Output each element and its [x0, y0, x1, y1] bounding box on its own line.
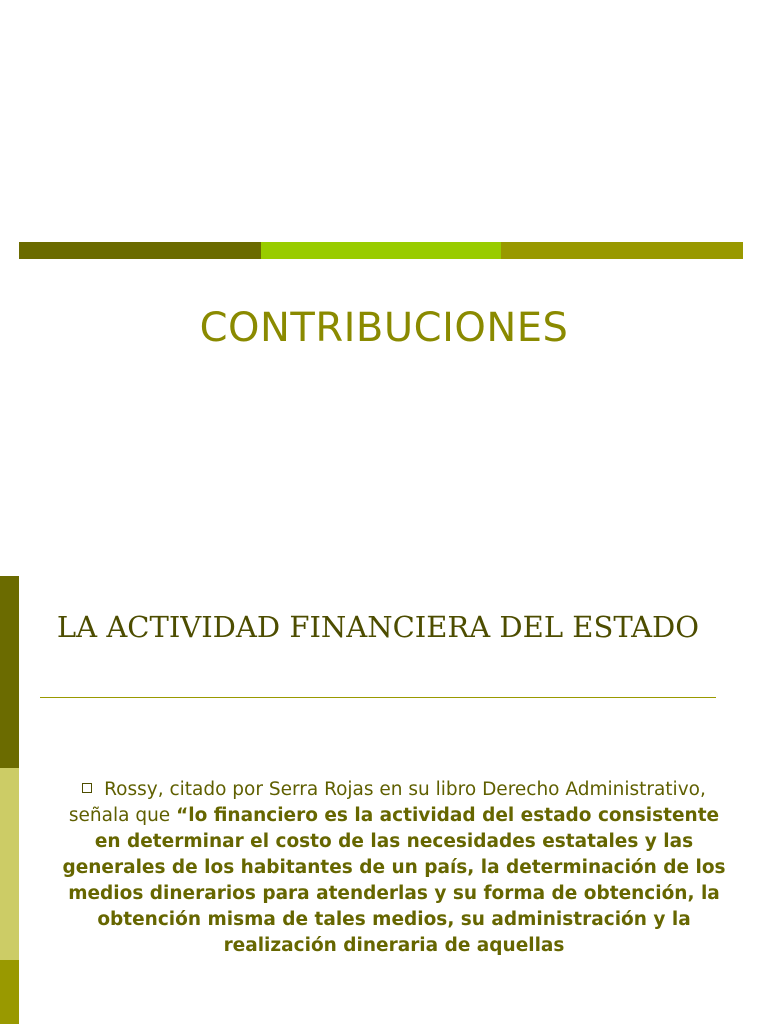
side-band-dark	[0, 576, 19, 768]
side-band-olive	[0, 960, 19, 1024]
slide-title: CONTRIBUCIONES	[199, 305, 569, 351]
header-band-dark	[19, 242, 261, 259]
header-band-olive	[501, 242, 743, 259]
bullet-paragraph	[60, 777, 728, 959]
slide-actividad-financiera	[0, 576, 768, 1024]
side-band-light	[0, 768, 19, 960]
header-band-lime	[261, 242, 501, 259]
bullet-intro: Rossy, citado por Serra Rojas en su libro Derecho Administrativo, señala que	[68, 779, 706, 826]
slide-heading: LA ACTIVIDAD FINANCIERA DEL ESTADO	[56, 610, 700, 644]
heading-divider	[40, 697, 716, 698]
bullet-quote: “lo financiero es la actividad del estado consistente en determinar el costo de las necesidades estatales y las generales de los habitantes de un país, la determinación de los medios dinerarios para atenderlas y su forma de obtención, la obtención misma de tales medios, su administración y la realización dineraria de aquellas	[62, 805, 726, 956]
square-bullet-icon	[82, 783, 92, 793]
